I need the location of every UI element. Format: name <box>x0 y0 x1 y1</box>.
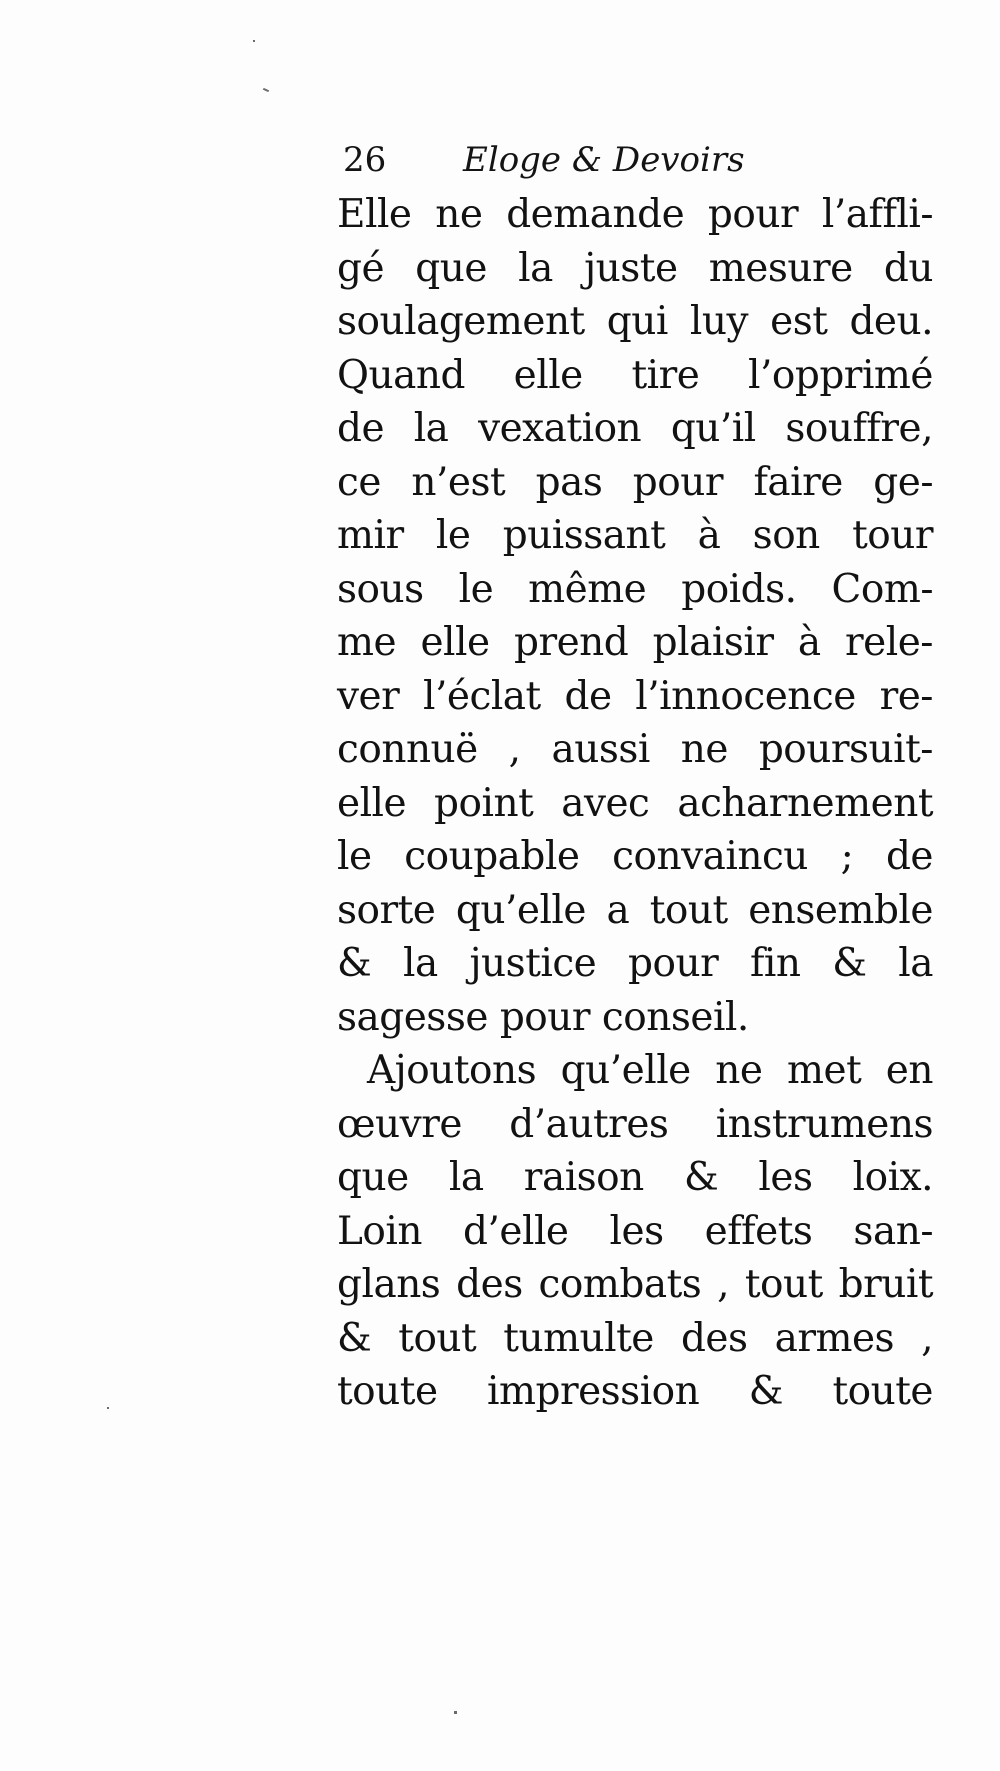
text-line: sorte qu’elle a tout ensemble <box>337 887 933 933</box>
text-line: Ajoutons qu’elle ne met en <box>367 1048 933 1093</box>
text-line: ce n’est pas pour faire ge- <box>337 459 933 505</box>
text-line: glans des combats , tout bruit <box>337 1262 933 1307</box>
text-line: Quand elle tire l’opprimé <box>337 352 933 398</box>
text-line: mir le puissant à son tour <box>337 513 933 558</box>
text-line: gé que la juste mesure du <box>337 245 933 291</box>
running-head <box>343 140 823 180</box>
text-line: sous le même poids. Com- <box>337 566 933 612</box>
text-line: elle point avec acharnement <box>337 780 933 826</box>
ink-speck <box>107 1407 109 1409</box>
text-line: œuvre d’autres instrumens <box>337 1101 933 1147</box>
text-line: me elle prend plaisir à rele- <box>337 620 933 665</box>
ink-speck <box>263 88 269 92</box>
page-number: 26 <box>343 140 387 180</box>
text-line: ver l’éclat de l’innocence re- <box>337 673 933 719</box>
text-line: sagesse pour conseil. <box>337 994 749 1040</box>
body-text <box>337 188 933 1419</box>
text-line: & la justice pour fin & la <box>337 941 933 986</box>
text-line: de la vexation qu’il souffre, <box>337 406 933 451</box>
text-line: Loin d’elle les effets san- <box>337 1208 933 1254</box>
text-line: que la raison & les loix. <box>337 1155 933 1200</box>
ink-speck <box>253 40 255 42</box>
running-title: Eloge & Devoirs <box>463 140 745 180</box>
text-line: le coupable convaincu ; de <box>337 834 933 879</box>
text-line: & tout tumulte des armes , <box>337 1315 933 1361</box>
text-line: soulagement qui luy est deu. <box>337 299 933 344</box>
ink-speck <box>454 1711 457 1714</box>
text-line: Elle ne demande pour l’affli- <box>337 192 933 237</box>
text-line: connuë , aussi ne poursuit- <box>337 727 933 772</box>
text-line: toute impression & toute <box>337 1369 933 1414</box>
